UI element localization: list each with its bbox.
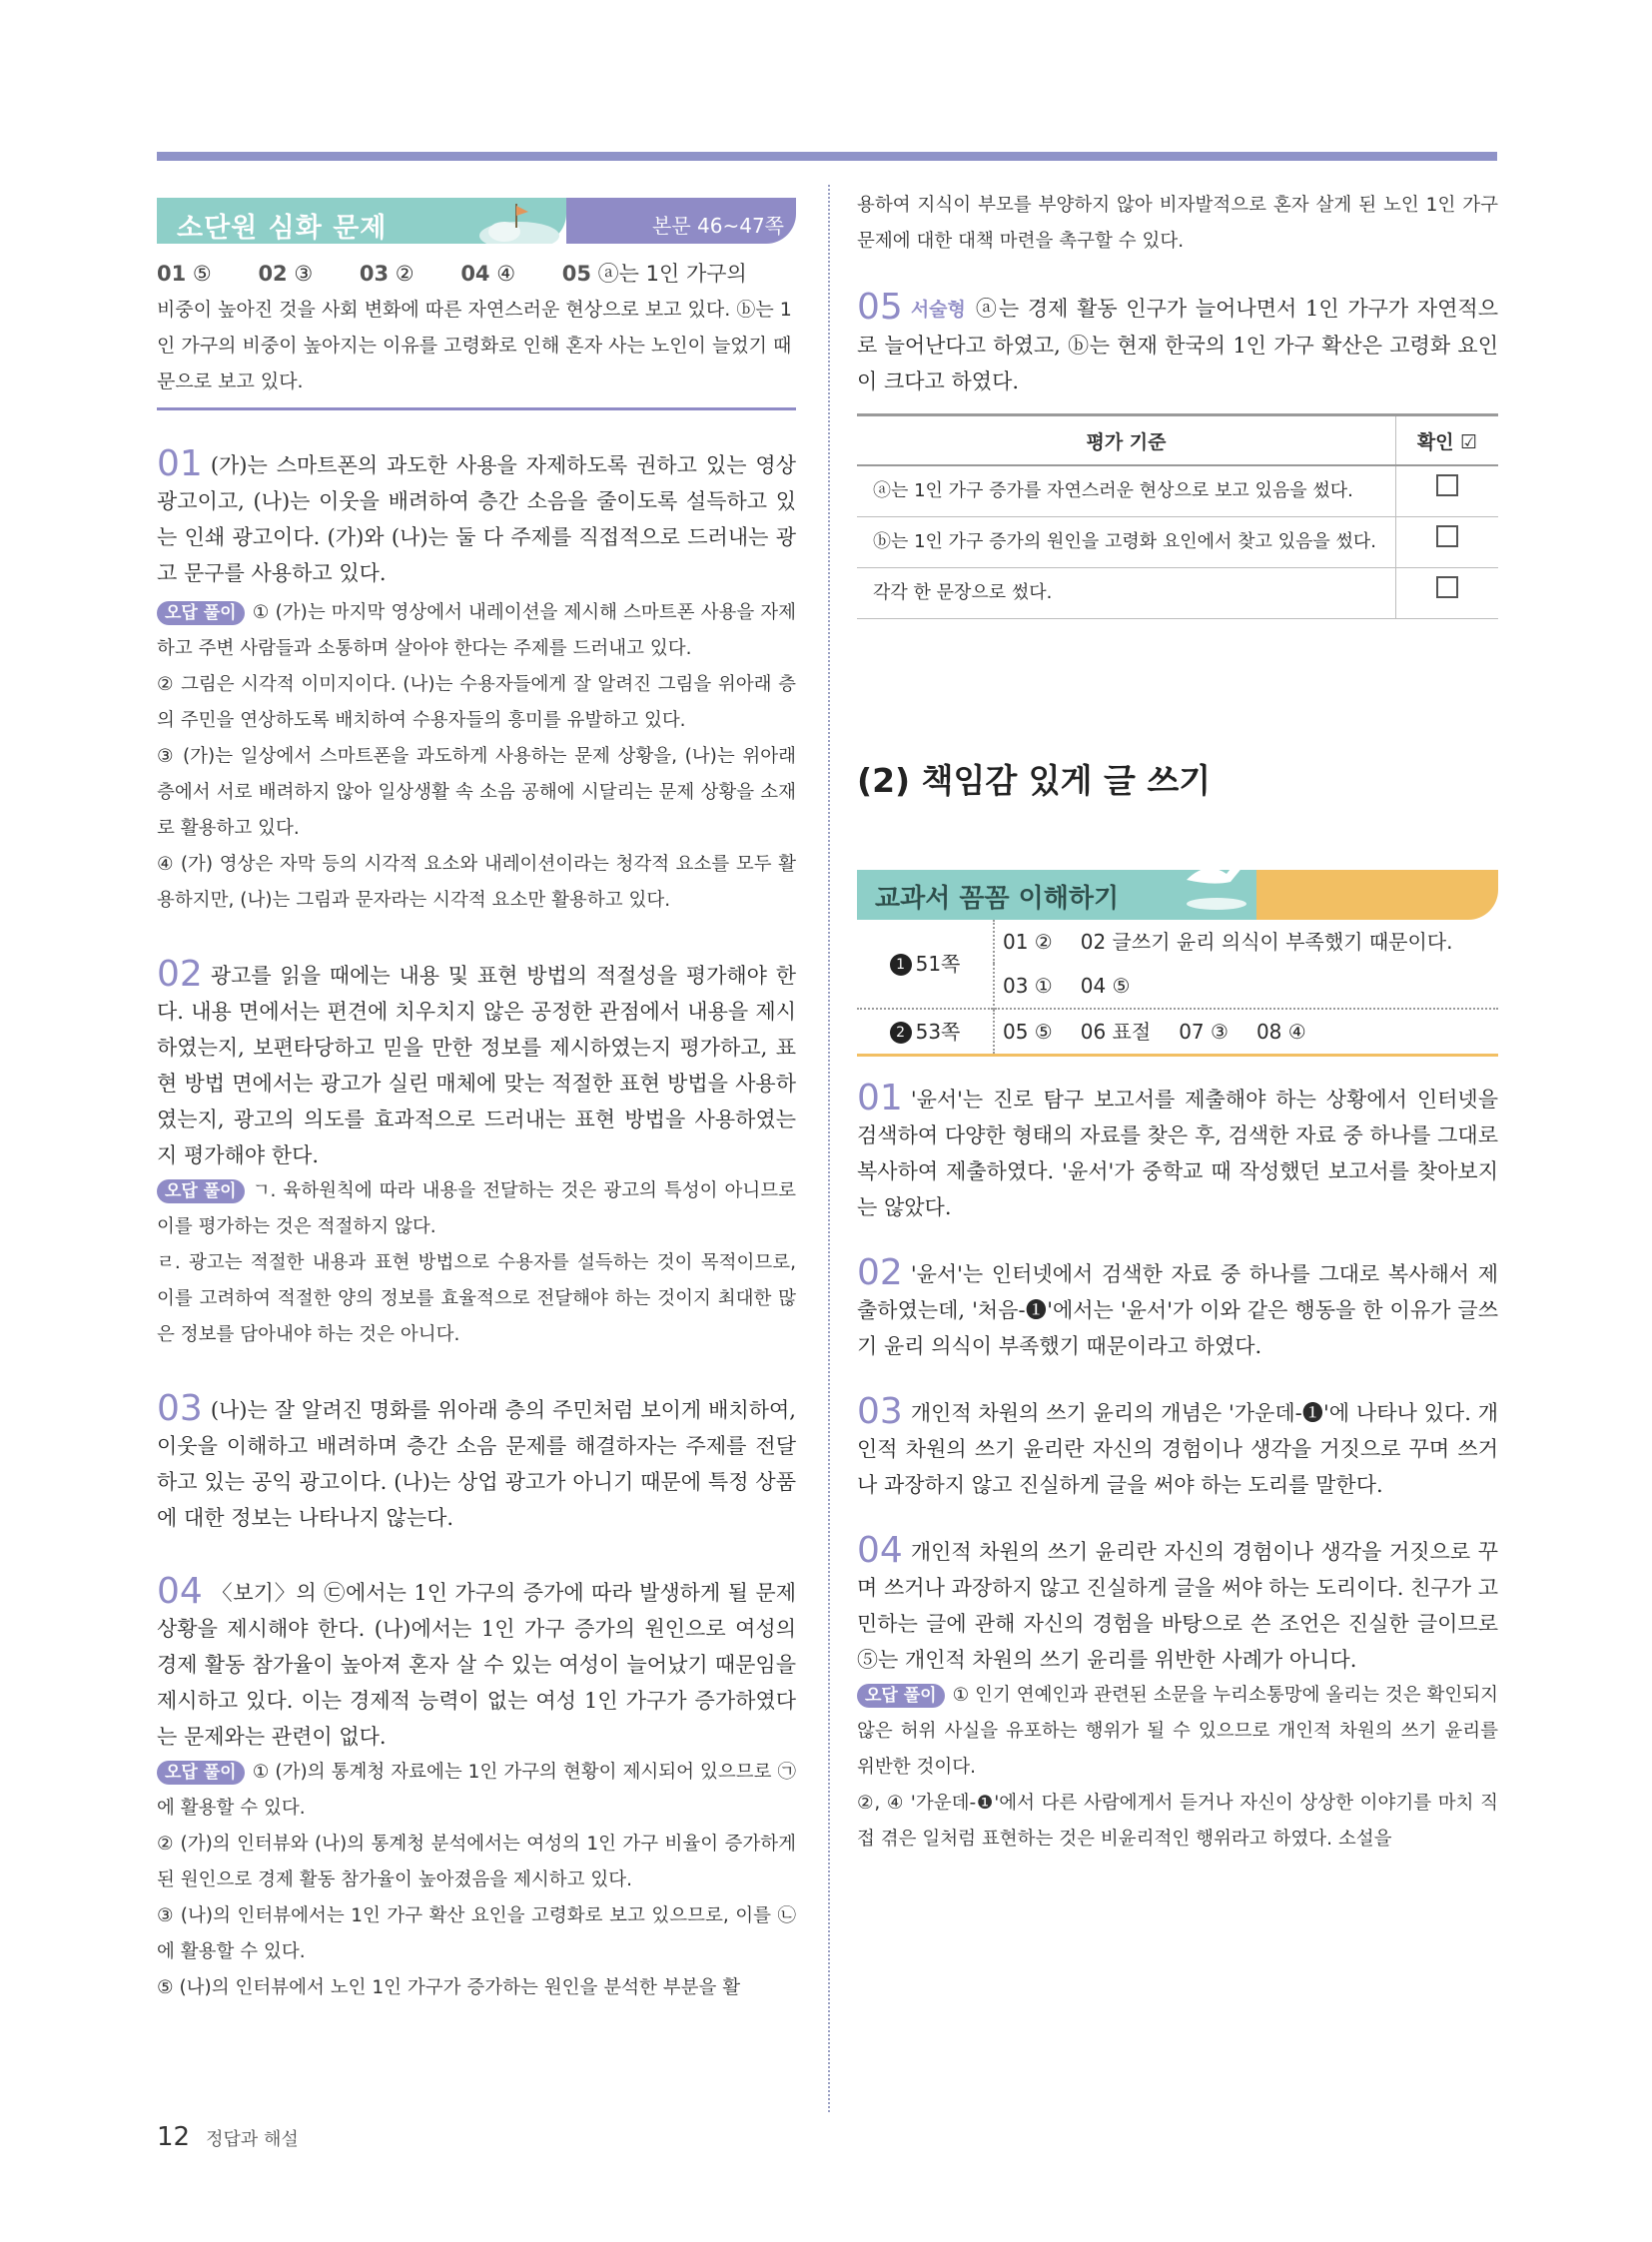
question-body: 〈보기〉의 ㉢에서는 1인 가구의 증가에 따라 발생하게 될 문제 상황을 제시해야 한다. (나)에서는 1인 가구 증가의 원인으로 여성의 경제 활동 참가율이 높아져 혼자 살 수 있는 여성이 늘어났기 때문임을 제시하고 있다. 이는 경제적 능력이 없는 여성 1인 가구가 증가하였다는 문제와는 관련이 없다. — [157, 1581, 796, 1749]
section-banner-2 — [857, 850, 1498, 920]
banner-title: 소단원 심화 문제 — [177, 213, 388, 244]
page-footer — [157, 2122, 299, 2152]
wrong-answer-tag: 오답 풀이 — [157, 601, 245, 625]
top-rule — [157, 152, 1497, 161]
note-line: ⑤ (나)의 인터뷰에서 노인 1인 가구가 증가하는 원인을 분석한 부분을 활 — [157, 1977, 741, 1998]
question-number: 04 — [857, 1530, 903, 1571]
question-01 — [157, 443, 796, 919]
answer-row — [157, 256, 796, 292]
table-row — [857, 920, 1498, 964]
page-label: 53쪽 — [915, 1020, 961, 1044]
bird-icon — [1177, 850, 1256, 910]
note-line: ㄱ. 육하원칙에 따라 내용을 전달하는 것은 광고의 특성이 아니므로 이를 평가하는 것은 적절하지 않다. — [157, 1180, 796, 1237]
cloud-mountain-icon — [474, 202, 564, 244]
answer-item: 02 글쓰기 윤리 의식이 부족했기 때문이다. — [1080, 930, 1453, 954]
criteria-cell: ⓐ는 1인 가구 증가를 자연스러운 현상으로 보고 있음을 썼다. — [857, 465, 1396, 517]
wrong-answer-tag: 오답 풀이 — [157, 1761, 245, 1785]
answer-item: 06 표절 — [1080, 1020, 1152, 1044]
criteria-cell: 각각 한 문장으로 썼다. — [857, 568, 1396, 619]
question-number: 04 — [157, 1571, 203, 1612]
table-row — [857, 465, 1498, 517]
table-row — [857, 568, 1498, 619]
question-number: 05 — [857, 287, 903, 328]
question-04 — [157, 1571, 796, 2006]
question-body: ⓐ는 경제 활동 인구가 늘어나면서 1인 가구가 자연적으로 늘어난다고 하였고, ⓑ는 현재 한국의 1인 가구 확산은 고령화 요인이 크다고 하였다. — [857, 297, 1498, 393]
answer-item: 07 ③ — [1179, 1020, 1229, 1044]
note-line: ③ (나)의 인터뷰에서는 1인 가구 확산 요인을 고령화로 보고 있으므로, 이를 ㉡에 활용할 수 있다. — [157, 1905, 796, 1962]
note-line: ① 인기 연예인과 관련된 소문을 누리소통망에 올리는 것은 확인되지 않은 허위 사실을 유포하는 행위가 될 수 있으므로 개인적 차원의 쓰기 윤리를 위반한 것이다. — [857, 1685, 1498, 1778]
circle-number-icon: 1 — [890, 954, 912, 976]
question-body: (나)는 잘 알려진 명화를 위아래 층의 주민처럼 보이게 배치하여, 이웃을 이해하고 배려하며 층간 소음 문제를 해결하자는 주제를 전달하고 있는 공익 광고이다. (나)는 상업 광고가 아니기 때문에 특정 상품에 대한 정보는 나타나지 않는다. — [157, 1398, 796, 1530]
question-number: 03 — [157, 1388, 203, 1429]
question-number: 03 — [857, 1391, 903, 1432]
footer-label: 정답과 해설 — [206, 2129, 299, 2150]
right-item-02 — [857, 1252, 1498, 1364]
answer-item: 05 ⓐ는 1인 가구의 — [561, 262, 747, 286]
section-title: (2) 책임감 있게 글 쓰기 — [857, 761, 1212, 800]
wrong-answer-tag: 오답 풀이 — [157, 1179, 245, 1203]
answer-item: 01 ② — [1003, 930, 1053, 954]
answer-item: 05 ⑤ — [1003, 1020, 1053, 1044]
checkbox-icon[interactable] — [1436, 474, 1458, 496]
section-rule — [157, 407, 796, 410]
checkbox-icon[interactable] — [1436, 525, 1458, 547]
check-header: 확인 ☑ — [1396, 415, 1499, 466]
answer-item: 04 ④ — [460, 262, 516, 286]
question-03 — [157, 1388, 796, 1536]
answer-item: 04 ⑤ — [1080, 974, 1131, 998]
question-number: 02 — [157, 954, 203, 995]
essay-tag: 서술형 — [910, 299, 966, 321]
question-body: 광고를 읽을 때에는 내용 및 표현 방법의 적절성을 평가해야 한다. 내용 면에서는 편견에 치우치지 않은 공정한 관점에서 내용을 제시하였는지, 보편타당하고 믿을 만한 정보를 제시하였는지 평가하고, 표현 방법 면에서는 광고가 실린 매체에 맞는 적절한 표현 방법을 사용하였는지, 광고의 의도를 효과적으로 드러내는 표현 방법을 사용하였는지 평가해야 한다. — [157, 964, 796, 1167]
answer-item: 01 ⑤ — [157, 262, 212, 286]
note-line: ③ (가)는 일상에서 스마트폰을 과도하게 사용하는 문제 상황을, (나)는 위아래 층에서 서로 배려하지 않아 일상생활 속 소음 공해에 시달리는 문제 상황을 소재로 활용하고 있다. — [157, 746, 796, 839]
column-divider — [828, 185, 830, 2112]
note-line: ② 그림은 시각적 이미지이다. (나)는 수용자들에게 잘 알려진 그림을 위아래 층의 주민을 연상하도록 배치하여 수용자들의 흥미를 유발하고 있다. — [157, 674, 796, 731]
table-row — [857, 1009, 1498, 1056]
right-item-04 — [857, 1530, 1498, 1858]
table-row — [857, 517, 1498, 568]
note-line: ②, ④ '가운데-❶'에서 다른 사람에게서 듣거나 자신이 상상한 이야기를 마치 직접 겪은 일처럼 표현하는 것은 비윤리적인 행위라고 하였다. 소설을 — [857, 1793, 1498, 1850]
answer-item: 03 ② — [359, 262, 414, 286]
answer-item: 08 ④ — [1255, 1020, 1306, 1044]
circle-number-icon: 2 — [890, 1022, 912, 1044]
question-number: 02 — [857, 1252, 903, 1293]
right-item-03 — [857, 1391, 1498, 1503]
criteria-header: 평가 기준 — [857, 415, 1396, 466]
question-number: 01 — [857, 1078, 903, 1119]
checkbox-icon[interactable] — [1436, 576, 1458, 598]
note-line: ① (가)의 통계청 자료에는 1인 가구의 현황이 제시되어 있으므로 ㉠에 활용할 수 있다. — [157, 1762, 796, 1819]
criteria-cell: ⓑ는 1인 가구 증가의 원인을 고령화 요인에서 찾고 있음을 썼다. — [857, 517, 1396, 568]
section-banner — [157, 188, 796, 244]
question-body: (가)는 스마트폰의 과도한 사용을 자제하도록 권하고 있는 영상 광고이고, (나)는 이웃을 배려하여 층간 소음을 줄이도록 설득하고 있는 인쇄 광고이다. (가)와 (나)는 둘 다 주제를 직접적으로 드러내는 광고 문구를 사용하고 있다. — [157, 453, 796, 585]
wrong-answer-tag: 오답 풀이 — [857, 1684, 945, 1708]
banner-page-ref: 본문 46~47쪽 — [652, 214, 784, 238]
question-body: '윤서'는 인터넷에서 검색한 자료 중 하나를 그대로 복사해서 제출하였는데, '처음-❶'에서는 '윤서'가 이와 같은 행동을 한 이유가 글쓰기 윤리 의식이 부족했기 때문이라고 하였다. — [857, 1262, 1498, 1358]
note-line: ㄹ. 광고는 적절한 내용과 표현 방법으로 수용자를 설득하는 것이 목적이므로, 이를 고려하여 적절한 양의 정보를 효율적으로 전달해야 하는 것이지 최대한 많은 정보를 담아내야 하는 것은 아니다. — [157, 1252, 796, 1345]
note-line: ④ (가) 영상은 자막 등의 시각적 요소와 내레이션이라는 청각적 요소를 모두 활용하지만, (나)는 그림과 문자라는 시각적 요소만 활용하고 있다. — [157, 854, 796, 911]
question-body: '윤서'는 진로 탐구 보고서를 제출해야 하는 상황에서 인터넷을 검색하여 다양한 형태의 자료를 찾은 후, 검색한 자료 중 하나를 그대로 복사하여 제출하였다. '윤서'가 중학교 때 작성했던 보고서를 찾아보지는 않았다. — [857, 1088, 1498, 1219]
page-label: 51쪽 — [915, 952, 961, 976]
answer-item: 03 ① — [1003, 974, 1053, 998]
question-02 — [157, 954, 796, 1353]
question-number: 01 — [157, 443, 203, 484]
continued-text: 용하여 지식이 부모를 부양하지 않아 비자발적으로 혼자 살게 된 노인 1인 가구 문제에 대한 대책 마련을 촉구할 수 있다. — [857, 195, 1498, 252]
question-05 — [857, 287, 1498, 399]
criteria-table — [857, 413, 1498, 619]
left-column — [157, 188, 796, 2006]
note-line: ② (가)의 인터뷰와 (나)의 통계청 분석에서는 여성의 1인 가구 비율이 증가하게 된 원인으로 경제 활동 참가율이 높아졌음을 제시하고 있다. — [157, 1834, 796, 1890]
answer-table — [857, 920, 1498, 1057]
answer-item: 02 ③ — [258, 262, 314, 286]
question-body: 개인적 차원의 쓰기 윤리란 자신의 경험이나 생각을 거짓으로 꾸며 쓰거나 과장하지 않고 진실하게 글을 써야 하는 도리이다. 친구가 고민하는 글에 관해 자신의 경험을 바탕으로 쓴 조언은 진실한 글이므로 ⑤는 개인적 차원의 쓰기 윤리를 위반한 사례가 아니다. — [857, 1540, 1498, 1672]
right-column — [857, 188, 1498, 1858]
right-item-01 — [857, 1078, 1498, 1225]
question-body: 개인적 차원의 쓰기 윤리의 개념은 '가운데-❶'에 나타나 있다. 개인적 차원의 쓰기 윤리란 자신의 경험이나 생각을 거짓으로 꾸며 쓰거나 과장하지 않고 진실하게 글을 써야 하는 도리를 말한다. — [857, 1401, 1498, 1497]
banner-2-title: 교과서 꼼꼼 이해하기 — [875, 884, 1120, 914]
page-number: 12 — [157, 2122, 191, 2152]
answer-summary: 비중이 높아진 것을 사회 변화에 따른 자연스러운 현상으로 보고 있다. ⓑ는 1인 가구의 비중이 높아지는 이유를 고령화로 인해 혼자 사는 노인이 늘었기 때문으로 보고 있다. — [157, 299, 792, 392]
note-line: ① (가)는 마지막 영상에서 내레이션을 제시해 스마트폰 사용을 자제하고 주변 사람들과 소통하며 살아야 한다는 주제를 드러내고 있다. — [157, 602, 796, 659]
